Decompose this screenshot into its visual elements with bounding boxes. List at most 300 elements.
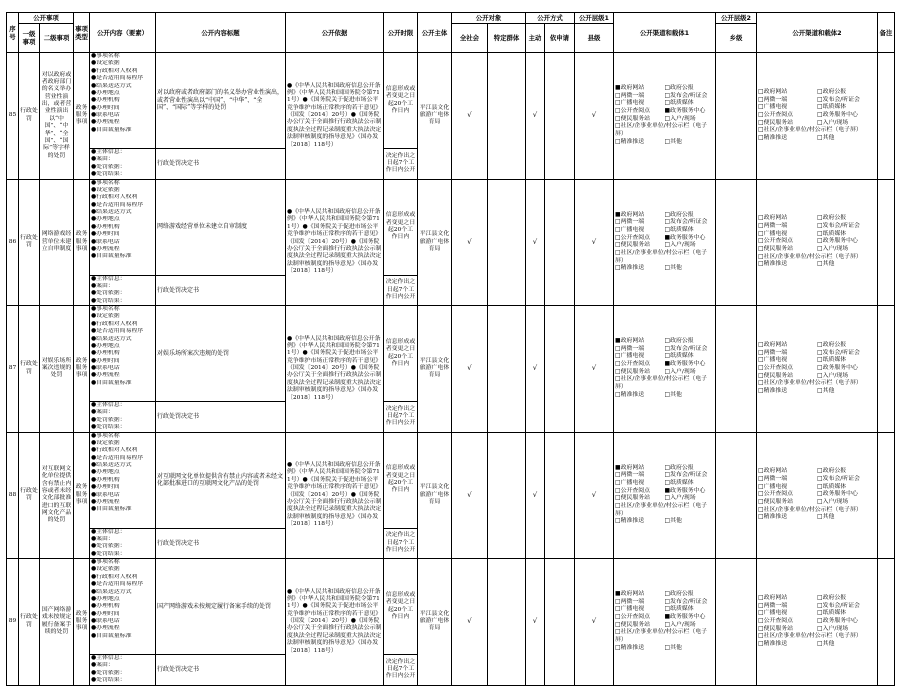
cell-elements-a <box>90 53 156 149</box>
channel-option[interactable]: □纸质媒体 <box>664 100 694 107</box>
channel-option[interactable]: □便民服务站 <box>615 621 651 628</box>
cell-channel1 <box>614 432 716 559</box>
channel-grid <box>615 591 714 652</box>
channel-option[interactable]: □政府公报 <box>664 85 694 92</box>
channel-option[interactable]: □发布会/听证会 <box>817 476 860 483</box>
cell-channel1 <box>614 306 716 433</box>
channel-option[interactable]: □便民服务站 <box>758 625 794 632</box>
channel-option[interactable]: □公开查阅点 <box>758 111 794 118</box>
channel-grid <box>758 468 876 522</box>
channel-option[interactable]: □政府公报 <box>664 211 694 218</box>
list-item: ●主体信息： <box>91 402 126 408</box>
list-item: ●主体信息： <box>91 149 126 155</box>
list-item: ●行政相对人权利 <box>91 194 138 201</box>
channel-option[interactable]: □广播电视 <box>615 479 645 486</box>
channel-option[interactable]: □政府公报 <box>817 215 847 222</box>
channel-option[interactable]: □广播电视 <box>758 230 788 237</box>
cell-county: √ <box>575 432 614 559</box>
list-item: ●联系电话 <box>91 238 120 245</box>
cell-content-title-a: 对娱乐场所案次违规的处罚 <box>156 306 286 402</box>
cell-content-title-a: 对以政府或者政府部门的名义举办营业性演出，或者营业性演出以“中国”、“中华”、“全国”、“国际”等字样的处罚 <box>156 53 286 149</box>
cell-county: √ <box>575 53 614 180</box>
cell-matter-type: 政务服务事项 <box>74 306 90 433</box>
cell-on-request <box>545 559 575 686</box>
channel-option[interactable]: □公开查阅点 <box>615 361 651 368</box>
cell-level1: 行政处罚 <box>19 53 40 180</box>
list-item: ●处罚结果： <box>91 550 126 557</box>
cell-content-title-a: 国产网络游戏未按规定履行备案手续的处罚 <box>156 559 286 655</box>
cell-time-limit-b: 决定作出之日起7个工作日内公开 <box>384 528 418 559</box>
list-item: ●办理机构 <box>91 223 120 230</box>
list-item: ●案由： <box>91 409 114 416</box>
cell-seq: 86 <box>7 179 19 306</box>
channel-grid <box>615 85 714 146</box>
channel-option[interactable]: □精准推送 <box>758 640 788 647</box>
list-item: ●结果送达方式 <box>91 82 132 89</box>
list-item: ●主体信息： <box>91 528 126 535</box>
header-subject: 公开主体 <box>418 13 452 53</box>
channel-option[interactable]: ■政务服务中心 <box>664 361 706 368</box>
channel-option[interactable]: □便民服务站 <box>615 115 651 122</box>
list-item: ●联系电话 <box>91 365 120 371</box>
cell-time-limit-b: 决定作出之日起7个工作日内公开 <box>384 149 418 180</box>
channel-option[interactable]: □两微一端 <box>615 598 645 605</box>
channel-option[interactable]: □广播电视 <box>615 100 645 107</box>
cell-township <box>716 559 757 686</box>
channel-option[interactable]: □社区/企事业单位/村公示栏（电子屏） <box>758 633 862 640</box>
channel-option[interactable]: □发布会/听证会 <box>664 598 708 605</box>
channel-option[interactable]: □广播电视 <box>615 226 645 233</box>
channel-option[interactable]: □公开查阅点 <box>615 108 651 115</box>
list-item: ●处罚依据： <box>91 163 126 170</box>
channel-option[interactable]: □发布会/听证会 <box>664 219 708 226</box>
channel-option[interactable]: □两微一端 <box>615 345 645 352</box>
channel-option[interactable]: □政务服务中心 <box>817 617 858 624</box>
channel-option[interactable]: □入户/现场 <box>664 368 696 375</box>
channel-option[interactable]: □发布会/听证会 <box>817 96 860 103</box>
channel-option[interactable]: □政府网站 <box>758 215 788 222</box>
channel-option[interactable]: □其他 <box>817 387 835 394</box>
cell-channel2 <box>757 53 878 180</box>
cell-level2: 国产网络游戏未按规定履行备案手续的处罚 <box>40 559 74 686</box>
channel-option[interactable]: □社区/企事业单位/村公示栏（电子屏） <box>615 376 708 391</box>
list-item: ●设定依据 <box>91 186 120 193</box>
header-channel2: 公开渠道和载体2 <box>757 13 878 53</box>
cell-content-title-b: 行政处罚决定书 <box>156 402 286 433</box>
cell-township <box>716 306 757 433</box>
cell-specific-group <box>488 179 526 306</box>
list-item: ●办理地点 <box>91 342 120 349</box>
header-whole-society: 全社会 <box>452 24 488 53</box>
channel-option[interactable]: ■政府网站 <box>615 464 645 471</box>
channel-option[interactable]: □入户/现场 <box>664 242 696 249</box>
cell-on-request <box>545 306 575 433</box>
channel-option[interactable]: □广播电视 <box>615 353 645 360</box>
channel-option[interactable]: □纸质媒体 <box>817 104 847 111</box>
channel-option[interactable]: □社区/企事业单位/村公示栏（电子屏） <box>615 629 708 644</box>
channel-option[interactable]: □政府公报 <box>817 88 847 95</box>
cell-remarks <box>878 559 895 686</box>
channel-grid <box>758 215 876 269</box>
channel-option[interactable]: □精准推送 <box>615 265 645 272</box>
cell-time-limit-a: 信息形成或者变更之日起20个工作日内 <box>384 53 418 149</box>
channel-option[interactable]: □其他 <box>817 261 835 268</box>
channel-option[interactable]: □政府公报 <box>817 594 847 601</box>
list-item: ●自由裁量标准 <box>91 506 132 513</box>
cell-specific-group <box>488 432 526 559</box>
channel-option[interactable]: □入户/现场 <box>664 621 696 628</box>
table-row <box>7 559 895 655</box>
header-matter: 公开事项 <box>19 13 74 24</box>
cell-level2: 对互联网文化单位提供含有禁止内容或者未经文化部批准进口的互联网文化产品的处罚 <box>40 432 74 559</box>
list-item: ●办理时间 <box>91 104 120 111</box>
channel-option[interactable]: □便民服务站 <box>615 495 651 502</box>
channel-option[interactable]: □精准推送 <box>615 391 645 398</box>
header-content: 公开内容（要素） <box>90 13 156 53</box>
channel-option[interactable]: □入户/现场 <box>817 499 849 506</box>
list-item: ●办理时间 <box>91 484 120 491</box>
channel-option[interactable]: □精准推送 <box>758 387 788 394</box>
cell-active: √ <box>526 559 545 686</box>
list-item: ●自由裁量标准 <box>91 126 132 133</box>
cell-remarks <box>878 179 895 306</box>
cell-elements-b <box>90 528 156 559</box>
list-item: ●行政相对人权利 <box>91 573 138 580</box>
channel-option[interactable]: □入户/现场 <box>817 625 849 632</box>
header-on-request: 依申请 <box>545 24 575 53</box>
cell-level2: 对娱乐场所案次违规的处罚 <box>40 306 74 433</box>
channel-option[interactable]: □政府公报 <box>664 338 694 345</box>
disclosure-table <box>6 12 895 686</box>
list-item: ●结果送达方式 <box>91 209 132 215</box>
channel-option[interactable]: □两微一端 <box>758 223 788 230</box>
channel-option[interactable]: ■政务服务中心 <box>664 108 706 115</box>
channel-option[interactable]: □精准推送 <box>758 514 788 521</box>
channel-option[interactable]: □其他 <box>664 138 682 145</box>
cell-township <box>716 432 757 559</box>
cell-time-limit-a: 信息形成或者变更之日起20个工作日内 <box>384 432 418 528</box>
channel-option[interactable]: □政务服务中心 <box>817 364 858 371</box>
channel-option[interactable]: □其他 <box>664 265 682 272</box>
table-row <box>7 53 895 149</box>
cell-remarks <box>878 432 895 559</box>
cell-basis: ●《中华人民共和国政府信息公开条例》（中华人民共和国国务院令第711号）●《国务院关于促进市场公平竞争维护市场正常秩序的若干意见》（国发〔2014〕20号）●《国务院办公厅关于全面推行行政执法公示制度执法全过程记录制度重大执法决定法制审核制度的指导意见》（国办发〔2018〕118号） <box>286 53 384 180</box>
channel-option[interactable]: □两微一端 <box>615 219 645 226</box>
cell-basis: ●《中华人民共和国政府信息公开条例》（中华人民共和国国务院令第711号）●《国务院关于促进市场公平竞争维护市场正常秩序的若干意见》（国发〔2014〕20号）●《国务院办公厅关于全面推行行政执法公示制度执法全过程记录制度重大执法决定法制审核制度的指导意见》（国办发〔2018〕118号） <box>286 179 384 306</box>
list-item: ●办理地点 <box>91 89 120 96</box>
header-tier2: 公开层级2 <box>716 13 757 24</box>
cell-on-request <box>545 432 575 559</box>
channel-option[interactable]: □政务服务中心 <box>817 238 858 245</box>
list-item: ●自由裁量标准 <box>91 379 132 386</box>
list-item: ●办理流程 <box>91 372 120 379</box>
channel-option[interactable]: ■政务服务中心 <box>664 614 706 621</box>
list-item: ●办理机构 <box>91 97 120 104</box>
list-item: ●是否适用简易程序 <box>91 328 144 335</box>
cell-subject: 平江县文化旅游广电体育局 <box>418 179 452 306</box>
cell-on-request <box>545 53 575 180</box>
cell-matter-type: 政务服务事项 <box>74 432 90 559</box>
channel-option[interactable]: □入户/现场 <box>817 246 849 253</box>
cell-time-limit-a: 信息形成或者变更之日起20个工作日内 <box>384 179 418 275</box>
cell-content-title-b: 行政处罚决定书 <box>156 275 286 306</box>
channel-option[interactable]: □发布会/听证会 <box>817 223 860 230</box>
cell-time-limit-b: 决定作出之日起7个工作日内公开 <box>384 402 418 433</box>
table-row <box>7 432 895 528</box>
list-item: ●处罚依据： <box>91 290 126 297</box>
cell-county: √ <box>575 179 614 306</box>
header-specific-group: 特定群体 <box>488 24 526 53</box>
channel-option[interactable]: □两微一端 <box>615 92 645 99</box>
channel-option[interactable]: □纸质媒体 <box>664 353 694 360</box>
cell-elements-b <box>90 402 156 433</box>
list-item: ●联系电话 <box>91 618 120 624</box>
list-item: ●办理流程 <box>91 119 120 126</box>
cell-basis: ●《中华人民共和国政府信息公开条例》（中华人民共和国国务院令第711号）●《国务院关于促进市场公平竞争维护市场正常秩序的若干意见》（国发〔2014〕20号）●《国务院办公厅关于全面推行行政执法公示制度执法全过程记录制度重大执法决定法制审核制度的指导意见》（国办发〔2018〕118号） <box>286 306 384 433</box>
channel-option[interactable]: □其他 <box>664 644 682 651</box>
cell-subject: 平江县文化旅游广电体育局 <box>418 306 452 433</box>
list-item: ●案由： <box>91 662 114 669</box>
channel-option[interactable]: □政务服务中心 <box>817 491 858 498</box>
channel-option[interactable]: □政府公报 <box>817 468 847 475</box>
header-channel1: 公开渠道和载体1 <box>614 13 716 53</box>
list-item: ●办理时间 <box>91 231 120 238</box>
channel-option[interactable]: □入户/现场 <box>817 372 849 379</box>
channel-option[interactable]: □便民服务站 <box>758 119 794 126</box>
list-item: ●设定依据 <box>91 566 120 573</box>
list-item: ●案由： <box>91 282 114 289</box>
list-item: ●结果送达方式 <box>91 462 132 468</box>
channel-option[interactable]: □其他 <box>664 518 682 525</box>
channel-option[interactable]: □精准推送 <box>758 261 788 268</box>
header-basis: 公开依据 <box>286 13 384 53</box>
channel-grid <box>758 89 876 143</box>
channel-option[interactable]: □社区/企事业单位/村公示栏（电子屏） <box>615 123 708 138</box>
list-item: ●办理地点 <box>91 216 120 223</box>
channel-option[interactable]: □社区/企事业单位/村公示栏（电子屏） <box>615 249 708 264</box>
channel-option[interactable]: □纸质媒体 <box>817 483 847 490</box>
channel-option[interactable]: □发布会/听证会 <box>664 92 708 99</box>
channel-option[interactable]: □便民服务站 <box>758 372 794 379</box>
channel-option[interactable]: □广播电视 <box>758 357 788 364</box>
list-item: ●设定依据 <box>91 313 120 320</box>
channel-option[interactable]: □社区/企事业单位/村公示栏（电子屏） <box>758 380 862 387</box>
channel-grid <box>758 595 876 649</box>
channel-option[interactable]: □纸质媒体 <box>664 606 694 613</box>
list-item: ●事项名称 <box>91 559 120 565</box>
list-item: ●主体信息： <box>91 655 126 661</box>
list-item: ●联系电话 <box>91 491 120 498</box>
cell-seq: 85 <box>7 53 19 180</box>
list-item: ●事项名称 <box>91 432 120 439</box>
cell-elements-a <box>90 179 156 275</box>
channel-option[interactable]: □精准推送 <box>615 138 645 145</box>
channel-option[interactable]: □公开查阅点 <box>615 614 651 621</box>
channel-option[interactable]: □两微一端 <box>758 96 788 103</box>
channel-option[interactable]: □广播电视 <box>615 606 645 613</box>
cell-time-limit-b: 决定作出之日起7个工作日内公开 <box>384 275 418 306</box>
cell-seq: 87 <box>7 306 19 433</box>
channel-option[interactable]: □政府网站 <box>758 341 788 348</box>
list-item: ●设定依据 <box>91 60 120 67</box>
channel-option[interactable]: □纸质媒体 <box>664 479 694 486</box>
channel-option[interactable]: □政府网站 <box>758 594 788 601</box>
channel-option[interactable]: □发布会/听证会 <box>817 602 860 609</box>
channel-option[interactable]: □两微一端 <box>758 602 788 609</box>
channel-option[interactable]: □便民服务站 <box>758 246 794 253</box>
list-item: ●案由： <box>91 535 114 542</box>
channel-option[interactable]: □纸质媒体 <box>664 226 694 233</box>
channel-option[interactable]: ■政务服务中心 <box>664 487 706 494</box>
channel-option[interactable]: □便民服务站 <box>615 242 651 249</box>
channel-option[interactable]: □公开查阅点 <box>758 364 794 371</box>
channel-option[interactable]: □纸质媒体 <box>817 230 847 237</box>
list-item: ●办理机构 <box>91 603 120 610</box>
cell-content-title-b: 行政处罚决定书 <box>156 528 286 559</box>
list-item: ●处罚结果： <box>91 297 126 304</box>
list-item: ●处罚依据： <box>91 416 126 423</box>
channel-option[interactable]: ■政府网站 <box>615 85 645 92</box>
channel-option[interactable]: □其他 <box>817 514 835 521</box>
channel-option[interactable]: □社区/企事业单位/村公示栏（电子屏） <box>758 253 862 260</box>
channel-option[interactable]: □入户/现场 <box>817 119 849 126</box>
list-item: ●办理机构 <box>91 476 120 483</box>
channel-option[interactable]: □公开查阅点 <box>758 491 794 498</box>
list-item: ●是否适用简易程序 <box>91 581 144 588</box>
cell-content-title-a: 对互联网文化单位提供含有禁止内容或者未经文化部批准进口的互联网文化产品的处罚 <box>156 432 286 528</box>
cell-whole-society: √ <box>452 53 488 180</box>
header-township: 乡级 <box>716 24 757 53</box>
cell-level2: 对以政府或者政府部门的名义举办营业性演出，或者营业性演出以“中国”、“中华”、“全国”、“国际”等字样的处罚 <box>40 53 74 180</box>
cell-content-title-b: 行政处罚决定书 <box>156 655 286 686</box>
cell-whole-society: √ <box>452 179 488 306</box>
channel-option[interactable]: ■政府网站 <box>615 211 645 218</box>
header-county: 县级 <box>575 24 614 53</box>
cell-active: √ <box>526 179 545 306</box>
cell-seq: 89 <box>7 559 19 686</box>
channel-grid <box>615 465 714 526</box>
cell-elements-a <box>90 432 156 528</box>
cell-whole-society: √ <box>452 559 488 686</box>
channel-option[interactable]: □纸质媒体 <box>817 357 847 364</box>
channel-option[interactable]: □公开查阅点 <box>615 234 651 241</box>
channel-option[interactable]: □广播电视 <box>758 610 788 617</box>
header-content-title: 公开内容标题 <box>156 13 286 53</box>
cell-active: √ <box>526 53 545 180</box>
channel-option[interactable]: □精准推送 <box>615 644 645 651</box>
channel-option[interactable]: ■政务服务中心 <box>664 234 706 241</box>
channel-option[interactable]: □政府公报 <box>664 464 694 471</box>
header-remarks: 备注 <box>878 13 895 53</box>
channel-option[interactable]: □政府网站 <box>758 468 788 475</box>
header-tier1: 公开层级1 <box>575 13 614 24</box>
channel-option[interactable]: □精准推送 <box>615 518 645 525</box>
cell-subject: 平江县文化旅游广电体育局 <box>418 432 452 559</box>
channel-option[interactable]: □其他 <box>817 640 835 647</box>
channel-option[interactable]: □公开查阅点 <box>758 238 794 245</box>
channel-option[interactable]: □入户/现场 <box>664 115 696 122</box>
list-item: ●主体信息： <box>91 275 126 282</box>
channel-option[interactable]: □两微一端 <box>758 349 788 356</box>
list-item: ●事项名称 <box>91 53 120 59</box>
channel-option[interactable]: ■政府网站 <box>615 338 645 345</box>
channel-option[interactable]: □政府公报 <box>817 341 847 348</box>
channel-option[interactable]: □入户/现场 <box>664 495 696 502</box>
channel-option[interactable]: □政府网站 <box>758 88 788 95</box>
channel-option[interactable]: □其他 <box>664 391 682 398</box>
header-row-1 <box>7 13 895 24</box>
channel-option[interactable]: □发布会/听证会 <box>664 345 708 352</box>
channel-grid <box>758 342 876 396</box>
channel-grid <box>615 212 714 273</box>
cell-basis: ●《中华人民共和国政府信息公开条例》（中华人民共和国国务院令第711号）●《国务院关于促进市场公平竞争维护市场正常秩序的若干意见》（国发〔2014〕20号）●《国务院办公厅关于全面推行行政执法公示制度执法全过程记录制度重大执法决定法制审核制度的指导意见》（国办发〔2018〕118号） <box>286 432 384 559</box>
header-method: 公开方式 <box>526 13 575 24</box>
channel-option[interactable]: ■政府网站 <box>615 591 645 598</box>
channel-option[interactable]: □纸质媒体 <box>817 610 847 617</box>
channel-option[interactable]: □两微一端 <box>758 476 788 483</box>
cell-channel2 <box>757 559 878 686</box>
list-item: ●联系电话 <box>91 112 120 118</box>
cell-channel1 <box>614 559 716 686</box>
list-item: ●是否适用简易程序 <box>91 201 144 208</box>
channel-option[interactable]: □广播电视 <box>758 483 788 490</box>
channel-option[interactable]: □发布会/听证会 <box>664 472 708 479</box>
channel-option[interactable]: □政务服务中心 <box>817 111 858 118</box>
channel-option[interactable]: □精准推送 <box>758 134 788 141</box>
cell-subject: 平江县文化旅游广电体育局 <box>418 53 452 180</box>
channel-option[interactable]: □公开查阅点 <box>615 487 651 494</box>
cell-township <box>716 179 757 306</box>
channel-grid <box>615 338 714 399</box>
list-item: ●行政相对人权利 <box>91 320 138 327</box>
channel-option[interactable]: □两微一端 <box>615 472 645 479</box>
cell-elements-b <box>90 149 156 180</box>
list-item: ●处罚结果： <box>91 424 126 431</box>
list-item: ●事项名称 <box>91 306 120 312</box>
channel-option[interactable]: □社区/企事业单位/村公示栏（电子屏） <box>758 506 862 513</box>
list-item: ●事项名称 <box>91 179 120 186</box>
cell-time-limit-a: 信息形成或者变更之日起20个工作日内 <box>384 559 418 655</box>
list-item: ●办理流程 <box>91 625 120 632</box>
cell-active: √ <box>526 432 545 559</box>
channel-option[interactable]: □便民服务站 <box>758 499 794 506</box>
cell-county: √ <box>575 559 614 686</box>
header-level1: 一级事项 <box>19 24 40 53</box>
channel-option[interactable]: □其他 <box>817 134 835 141</box>
list-item: ●处罚依据： <box>91 543 126 550</box>
list-item: ●结果送达方式 <box>91 588 132 595</box>
list-item: ●办理机构 <box>91 350 120 357</box>
cell-elements-b <box>90 275 156 306</box>
list-item: ●办理流程 <box>91 498 120 505</box>
channel-option[interactable]: □政府公报 <box>664 591 694 598</box>
cell-channel2 <box>757 432 878 559</box>
channel-option[interactable]: □社区/企事业单位/村公示栏（电子屏） <box>758 127 862 134</box>
channel-option[interactable]: □社区/企事业单位/村公示栏（电子屏） <box>615 502 708 517</box>
header-matter-type: 事项类型 <box>74 13 90 53</box>
cell-specific-group <box>488 53 526 180</box>
channel-option[interactable]: □发布会/听证会 <box>817 349 860 356</box>
cell-elements-b <box>90 655 156 686</box>
channel-option[interactable]: □广播电视 <box>758 104 788 111</box>
channel-option[interactable]: □便民服务站 <box>615 368 651 375</box>
channel-option[interactable]: □公开查阅点 <box>758 617 794 624</box>
cell-time-limit-b: 决定作出之日起7个工作日内公开 <box>384 655 418 686</box>
list-item: ●处罚结果： <box>91 677 126 684</box>
cell-matter-type: 政务服务事项 <box>74 559 90 686</box>
cell-level1: 行政处罚 <box>19 306 40 433</box>
list-item: ●设定依据 <box>91 439 120 446</box>
